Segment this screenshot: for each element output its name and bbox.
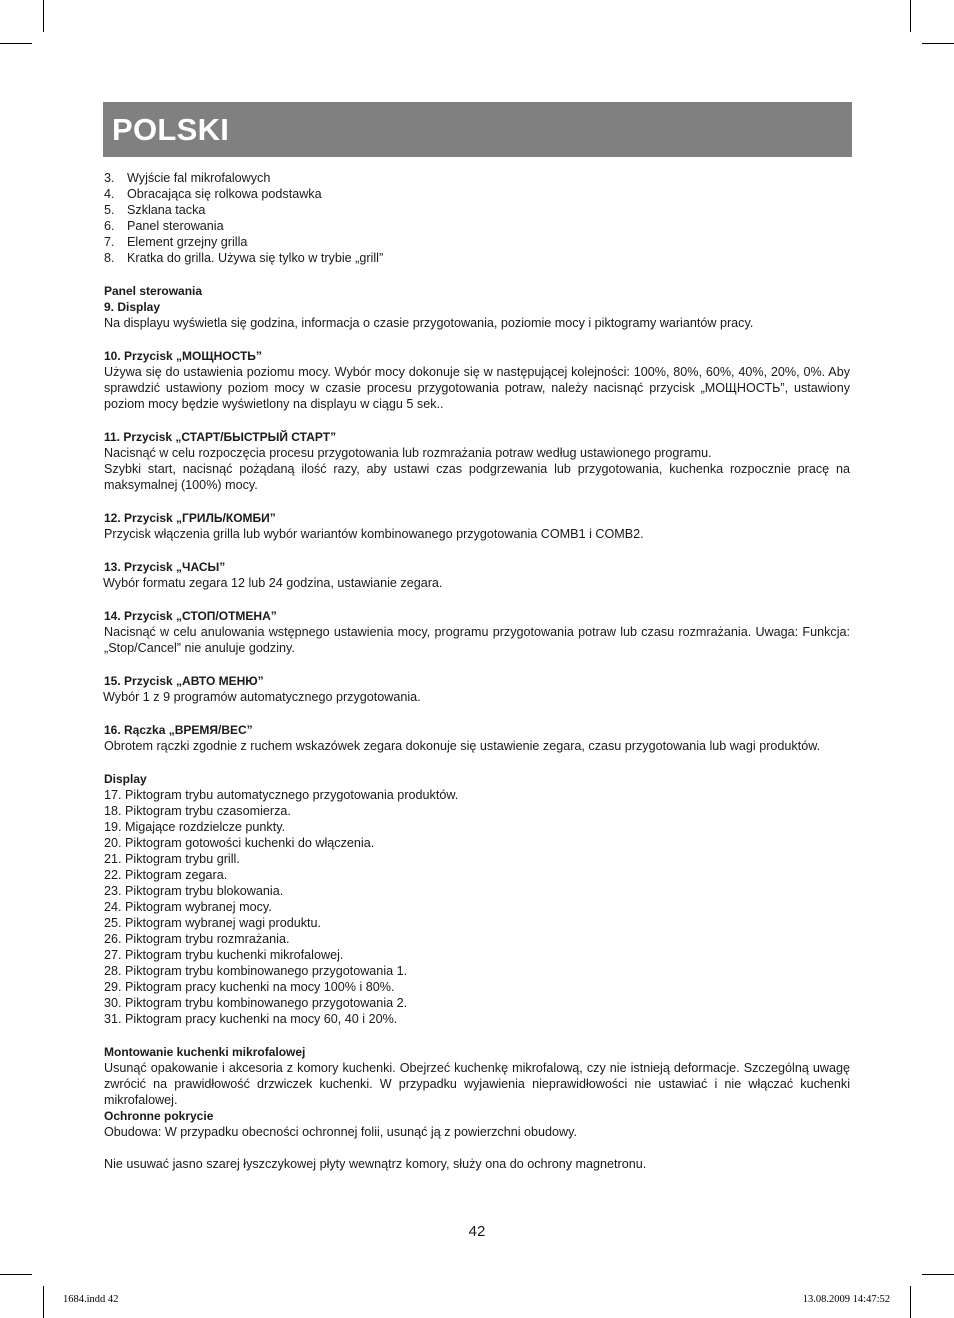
list-item: 19. Migające rozdzielcze punkty.: [104, 820, 286, 834]
list-item: 18. Piktogram trybu czasomierza.: [104, 804, 291, 818]
paragraph: Nacisnąć w celu rozpoczęcia procesu przygotowania lub rozmrażania potraw według ustawionego programu.: [104, 446, 712, 460]
section-heading: Montowanie kuchenki mikrofalowej: [104, 1045, 306, 1059]
section-heading: 10. Przycisk „МОЩНОСТЬ”: [104, 349, 262, 363]
paragraph: Wybór formatu zegara 12 lub 24 godzina, ustawianie zegara.: [103, 576, 443, 590]
page-content: [104, 170, 850, 1172]
list-item: 25. Piktogram wybranej wagi produktu.: [104, 916, 322, 930]
list-item: 20. Piktogram gotowości kuchenki do włączenia.: [104, 836, 375, 850]
list-item: 6. Panel sterowania: [104, 219, 224, 233]
paragraph: Obrotem rączki zgodnie z ruchem wskazówek zegara dokonuje się ustawienie zegara, czasu przygotowania lub wagi produktów.: [104, 739, 821, 753]
list-item: 23. Piktogram trybu blokowania.: [104, 884, 284, 898]
paragraph: Nacisnąć w celu anulowania wstępnego ustawienia mocy, programu przygotowania potraw lub czasu rozmrażania. Uwaga: Funkcja: „Stop/Cancel” nie anuluje godziny.: [104, 625, 850, 655]
list-item: 30. Piktogram trybu kombinowanego przygotowania 2.: [104, 996, 408, 1010]
paragraph: Nie usuwać jasno szarej łyszczykowej płyty wewnątrz komory, służy ona do ochrony magnetronu.: [104, 1157, 647, 1171]
paragraph: Usunąć opakowanie i akcesoria z komory kuchenki. Obejrzeć kuchenkę mikrofalową, czy nie istnieją deformacje. Szczególną uwagę zwrócić na prawidłowość drzwiczek kuchenki. W przypadku wyjawienia nieprawidłowości nie ustawiać i nie włączać kuchenki mikrofalowej.: [104, 1061, 850, 1107]
file-slug: 1684.indd 42: [63, 1294, 119, 1305]
crop-mark: [0, 1274, 32, 1275]
display-list: [104, 787, 850, 1027]
section-heading: 16. Rączka „ВРЕМЯ/ВЕС”: [104, 723, 253, 737]
list-item: 28. Piktogram trybu kombinowanego przygotowania 1.: [104, 964, 408, 978]
section-heading: 13. Przycisk „ЧАСЫ”: [104, 560, 226, 574]
list-item: 8. Kratka do grilla. Używa się tylko w trybie „grill”: [104, 251, 384, 265]
paragraph: Używa się do ustawienia poziomu mocy. Wybór mocy dokonuje się w następującej kolejności: 100%, 80%, 60%, 40%, 20%, 0%. Aby sprawdzić ustawiony poziom mocy w czasie procesu przygotowania potraw, należy nacisnąć przycisk „МОЩНОСТЬ”, ustawiony poziom mocy będzie wyświetlony na displayu w ciągu 5 sek..: [104, 365, 850, 411]
paragraph: Szybki start, nacisnąć pożądaną ilość razy, aby ustawi czas podgrzewania lub przygotowania, kuchenka rozpocznie pracę na maksymalnej (100%) mocy.: [104, 462, 850, 492]
section-heading: Ochronne pokrycie: [104, 1109, 214, 1123]
section-heading: 12. Przycisk „ГРИЛЬ/КОМБИ”: [104, 511, 276, 525]
crop-mark: [922, 43, 954, 44]
paragraph: Przycisk włączenia grilla lub wybór wariantów kombinowanego przygotowania COMB1 i COMB2.: [104, 527, 644, 541]
parts-list: [104, 170, 850, 266]
section-heading: 15. Przycisk „АВТО МЕНЮ”: [104, 674, 264, 688]
banner-title: POLSKI: [112, 112, 230, 147]
crop-mark: [922, 1274, 954, 1275]
list-item: 7. Element grzejny grilla: [104, 235, 248, 249]
list-item: 31. Piktogram pracy kuchenki na mocy 60, 40 i 20%.: [104, 1012, 398, 1026]
list-item: 21. Piktogram trybu grill.: [104, 852, 240, 866]
section-heading: 14. Przycisk „СТОП/ОТМЕНА”: [104, 609, 277, 623]
list-item: 17. Piktogram trybu automatycznego przygotowania produktów.: [104, 788, 459, 802]
list-item: 24. Piktogram wybranej mocy.: [104, 900, 272, 914]
crop-mark: [43, 0, 44, 32]
list-item: 22. Piktogram zegara.: [104, 868, 228, 882]
list-item: 5. Szklana tacka: [104, 203, 206, 217]
paragraph: Wybór 1 z 9 programów automatycznego przygotowania.: [103, 690, 421, 704]
section-heading: Display: [104, 772, 147, 786]
list-item: 4. Obracająca się rolkowa podstawka: [104, 187, 322, 201]
section-heading: 9. Display: [104, 300, 161, 314]
page-number: 42: [468, 1223, 486, 1240]
crop-mark: [910, 1286, 911, 1318]
crop-mark: [0, 43, 32, 44]
paragraph: Obudowa: W przypadku obecności ochronnej folii, usunąć ją z powierzchni obudowy.: [104, 1125, 577, 1139]
list-item: 26. Piktogram trybu rozmrażania.: [104, 932, 290, 946]
section-heading: Panel sterowania: [104, 284, 203, 298]
language-banner: [103, 102, 852, 157]
list-item: 3. Wyjście fal mikrofalowych: [104, 171, 271, 185]
list-item: 27. Piktogram trybu kuchenki mikrofalowej.: [104, 948, 344, 962]
list-item: 29. Piktogram pracy kuchenki na mocy 100% i 80%.: [104, 980, 395, 994]
crop-mark: [43, 1286, 44, 1318]
crop-mark: [910, 0, 911, 32]
print-timestamp: 13.08.2009 14:47:52: [802, 1294, 890, 1305]
section-heading: 11. Przycisk „СТАРТ/БЫСТРЫЙ СТАРТ”: [104, 430, 337, 444]
paragraph: Na displayu wyświetla się godzina, informacja o czasie przygotowania, poziomie mocy i piktogramy wariantów pracy.: [104, 316, 754, 330]
